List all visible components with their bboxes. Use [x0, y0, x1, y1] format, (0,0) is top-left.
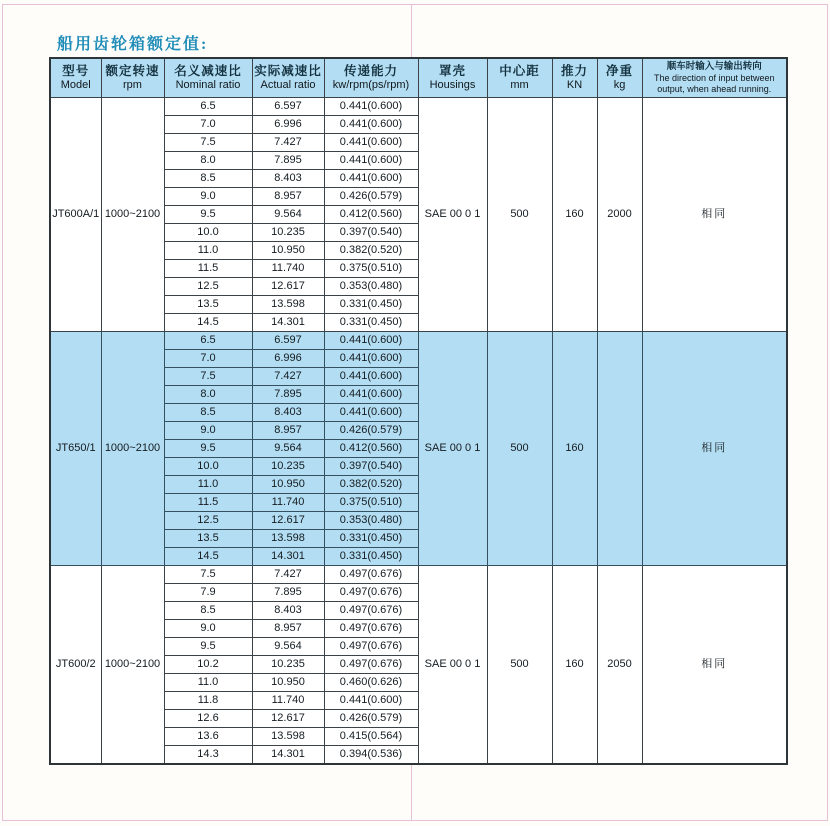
actual-ratio-cell: 8.957 — [252, 620, 324, 638]
nominal-ratio-cell: 7.0 — [164, 350, 252, 368]
capacity-cell: 0.426(0.579) — [324, 710, 418, 728]
guide-line-bottom — [2, 820, 828, 821]
actual-ratio-cell: 11.740 — [252, 494, 324, 512]
nominal-ratio-cell: 8.5 — [164, 404, 252, 422]
direction-cell: 相同 — [642, 98, 787, 332]
capacity-cell: 0.441(0.600) — [324, 386, 418, 404]
nominal-ratio-cell: 14.5 — [164, 548, 252, 566]
capacity-cell: 0.331(0.450) — [324, 296, 418, 314]
actual-ratio-cell: 13.598 — [252, 530, 324, 548]
actual-ratio-cell: 9.564 — [252, 206, 324, 224]
thrust-cell: 160 — [552, 332, 597, 566]
capacity-cell: 0.441(0.600) — [324, 116, 418, 134]
actual-ratio-cell: 7.427 — [252, 566, 324, 584]
header-direction — [642, 58, 787, 98]
actual-ratio-cell: 7.895 — [252, 386, 324, 404]
nominal-ratio-cell: 11.0 — [164, 476, 252, 494]
nominal-ratio-cell: 7.5 — [164, 368, 252, 386]
capacity-cell: 0.497(0.676) — [324, 656, 418, 674]
capacity-cell: 0.441(0.600) — [324, 98, 418, 116]
guide-line-left — [2, 4, 3, 821]
weight-cell: 2050 — [597, 566, 642, 765]
actual-ratio-cell: 7.427 — [252, 134, 324, 152]
header-weight — [597, 58, 642, 98]
direction-cell: 相同 — [642, 332, 787, 566]
model-cell: JT600/2 — [50, 566, 101, 765]
capacity-cell: 0.441(0.600) — [324, 692, 418, 710]
rpm-cell: 1000~2100 — [101, 332, 164, 566]
capacity-cell: 0.397(0.540) — [324, 458, 418, 476]
actual-ratio-cell: 11.740 — [252, 692, 324, 710]
actual-ratio-cell: 9.564 — [252, 440, 324, 458]
capacity-cell: 0.375(0.510) — [324, 494, 418, 512]
actual-ratio-cell: 13.598 — [252, 296, 324, 314]
nominal-ratio-cell: 8.5 — [164, 170, 252, 188]
capacity-cell: 0.397(0.540) — [324, 224, 418, 242]
capacity-cell: 0.382(0.520) — [324, 242, 418, 260]
capacity-cell: 0.441(0.600) — [324, 170, 418, 188]
center-distance-cell: 500 — [487, 332, 552, 566]
actual-ratio-cell: 14.301 — [252, 746, 324, 765]
nominal-ratio-cell: 11.5 — [164, 260, 252, 278]
capacity-cell: 0.412(0.560) — [324, 206, 418, 224]
header-nominal-ratio-zh: 名义减速比 — [174, 63, 242, 78]
actual-ratio-cell: 6.597 — [252, 332, 324, 350]
capacity-cell: 0.441(0.600) — [324, 134, 418, 152]
capacity-cell: 0.394(0.536) — [324, 746, 418, 765]
actual-ratio-cell: 10.235 — [252, 458, 324, 476]
actual-ratio-cell: 14.301 — [252, 314, 324, 332]
capacity-cell: 0.497(0.676) — [324, 602, 418, 620]
nominal-ratio-cell: 10.0 — [164, 458, 252, 476]
capacity-cell: 0.382(0.520) — [324, 476, 418, 494]
capacity-cell: 0.353(0.480) — [324, 512, 418, 530]
capacity-cell: 0.412(0.560) — [324, 440, 418, 458]
header-center-distance-en: mm — [510, 79, 529, 92]
actual-ratio-cell: 10.950 — [252, 476, 324, 494]
nominal-ratio-cell: 13.5 — [164, 296, 252, 314]
header-model-en: Model — [60, 79, 91, 92]
capacity-cell: 0.426(0.579) — [324, 422, 418, 440]
nominal-ratio-cell: 11.8 — [164, 692, 252, 710]
header-model — [50, 58, 101, 98]
capacity-cell: 0.426(0.579) — [324, 188, 418, 206]
header-capacity — [324, 58, 418, 98]
guide-line-right — [827, 4, 828, 821]
actual-ratio-cell: 8.957 — [252, 422, 324, 440]
header-actual-ratio-zh: 实际减速比 — [254, 63, 322, 78]
capacity-cell: 0.331(0.450) — [324, 530, 418, 548]
header-housings-en: Housings — [429, 79, 476, 92]
rpm-cell: 1000~2100 — [101, 566, 164, 765]
nominal-ratio-cell: 7.5 — [164, 566, 252, 584]
actual-ratio-cell: 8.403 — [252, 602, 324, 620]
housing-cell: SAE 00 0 1 — [418, 98, 487, 332]
capacity-cell: 0.331(0.450) — [324, 314, 418, 332]
actual-ratio-cell: 14.301 — [252, 548, 324, 566]
header-model-zh: 型号 — [62, 63, 90, 78]
header-direction-zh: 顺车时输入与输出转向 — [666, 61, 762, 72]
weight-cell: 2000 — [597, 98, 642, 332]
nominal-ratio-cell: 10.0 — [164, 224, 252, 242]
nominal-ratio-cell: 6.5 — [164, 98, 252, 116]
capacity-cell: 0.415(0.564) — [324, 728, 418, 746]
nominal-ratio-cell: 9.0 — [164, 620, 252, 638]
actual-ratio-cell: 6.996 — [252, 350, 324, 368]
actual-ratio-cell: 12.617 — [252, 512, 324, 530]
actual-ratio-cell: 11.740 — [252, 260, 324, 278]
center-distance-cell: 500 — [487, 98, 552, 332]
nominal-ratio-cell: 14.3 — [164, 746, 252, 765]
nominal-ratio-cell: 9.0 — [164, 188, 252, 206]
actual-ratio-cell: 6.996 — [252, 116, 324, 134]
header-center-distance-zh: 中心距 — [499, 63, 540, 78]
nominal-ratio-cell: 12.5 — [164, 512, 252, 530]
nominal-ratio-cell: 12.5 — [164, 278, 252, 296]
center-distance-cell: 500 — [487, 566, 552, 765]
nominal-ratio-cell: 8.5 — [164, 602, 252, 620]
actual-ratio-cell: 12.617 — [252, 278, 324, 296]
guide-line-top — [2, 4, 828, 5]
header-nominal-ratio-en: Nominal ratio — [175, 79, 241, 92]
nominal-ratio-cell: 10.2 — [164, 656, 252, 674]
header-weight-en: kg — [613, 79, 626, 92]
table-row — [50, 332, 787, 350]
nominal-ratio-cell: 13.5 — [164, 530, 252, 548]
nominal-ratio-cell: 8.0 — [164, 152, 252, 170]
nominal-ratio-cell: 9.5 — [164, 206, 252, 224]
table-row — [50, 98, 787, 116]
nominal-ratio-cell: 6.5 — [164, 332, 252, 350]
nominal-ratio-cell: 9.0 — [164, 422, 252, 440]
nominal-ratio-cell: 9.5 — [164, 440, 252, 458]
nominal-ratio-cell: 7.5 — [164, 134, 252, 152]
capacity-cell: 0.375(0.510) — [324, 260, 418, 278]
actual-ratio-cell: 8.957 — [252, 188, 324, 206]
header-housings — [418, 58, 487, 98]
actual-ratio-cell: 9.564 — [252, 638, 324, 656]
table-body — [50, 98, 787, 765]
actual-ratio-cell: 7.895 — [252, 152, 324, 170]
rpm-cell: 1000~2100 — [101, 98, 164, 332]
actual-ratio-cell: 10.235 — [252, 224, 324, 242]
capacity-cell: 0.441(0.600) — [324, 350, 418, 368]
actual-ratio-cell: 6.597 — [252, 98, 324, 116]
capacity-cell: 0.441(0.600) — [324, 332, 418, 350]
header-center-distance — [487, 58, 552, 98]
nominal-ratio-cell: 7.0 — [164, 116, 252, 134]
header-weight-zh: 净重 — [605, 63, 633, 78]
page-title: 船用齿轮箱额定值: — [57, 36, 209, 53]
nominal-ratio-cell: 14.5 — [164, 314, 252, 332]
actual-ratio-cell: 10.950 — [252, 242, 324, 260]
capacity-cell: 0.441(0.600) — [324, 368, 418, 386]
capacity-cell: 0.497(0.676) — [324, 584, 418, 602]
gearbox-ratings-table — [49, 57, 788, 765]
nominal-ratio-cell: 11.0 — [164, 242, 252, 260]
capacity-cell: 0.331(0.450) — [324, 548, 418, 566]
nominal-ratio-cell: 11.0 — [164, 674, 252, 692]
header-actual-ratio — [252, 58, 324, 98]
nominal-ratio-cell: 12.6 — [164, 710, 252, 728]
actual-ratio-cell: 7.895 — [252, 584, 324, 602]
thrust-cell: 160 — [552, 566, 597, 765]
header-nominal-ratio — [164, 58, 252, 98]
weight-cell — [597, 332, 642, 566]
actual-ratio-cell: 13.598 — [252, 728, 324, 746]
nominal-ratio-cell: 13.6 — [164, 728, 252, 746]
housing-cell: SAE 00 0 1 — [418, 566, 487, 765]
capacity-cell: 0.497(0.676) — [324, 566, 418, 584]
capacity-cell: 0.441(0.600) — [324, 404, 418, 422]
header-thrust — [552, 58, 597, 98]
header-housings-zh: 罩壳 — [438, 63, 466, 78]
header-rpm — [101, 58, 164, 98]
nominal-ratio-cell: 8.0 — [164, 386, 252, 404]
table-row — [50, 566, 787, 584]
nominal-ratio-cell: 11.5 — [164, 494, 252, 512]
header-thrust-en: KN — [566, 79, 583, 92]
header-capacity-en: kw/rpm(ps/rpm) — [332, 79, 410, 92]
nominal-ratio-cell: 9.5 — [164, 638, 252, 656]
actual-ratio-cell: 7.427 — [252, 368, 324, 386]
actual-ratio-cell: 10.235 — [252, 656, 324, 674]
capacity-cell: 0.460(0.626) — [324, 674, 418, 692]
header-rpm-zh: 额定转速 — [105, 63, 160, 78]
actual-ratio-cell: 12.617 — [252, 710, 324, 728]
header-capacity-zh: 传递能力 — [343, 63, 398, 78]
capacity-cell: 0.353(0.480) — [324, 278, 418, 296]
direction-cell: 相同 — [642, 566, 787, 765]
nominal-ratio-cell: 7.9 — [164, 584, 252, 602]
actual-ratio-cell: 8.403 — [252, 404, 324, 422]
capacity-cell: 0.497(0.676) — [324, 620, 418, 638]
actual-ratio-cell: 8.403 — [252, 170, 324, 188]
thrust-cell: 160 — [552, 98, 597, 332]
model-cell: JT600A/1 — [50, 98, 101, 332]
header-row — [50, 58, 787, 98]
housing-cell: SAE 00 0 1 — [418, 332, 487, 566]
header-thrust-zh: 推力 — [560, 63, 588, 78]
capacity-cell: 0.441(0.600) — [324, 152, 418, 170]
capacity-cell: 0.497(0.676) — [324, 638, 418, 656]
actual-ratio-cell: 10.950 — [252, 674, 324, 692]
model-cell: JT650/1 — [50, 332, 101, 566]
table-header — [50, 58, 787, 98]
header-rpm-en: rpm — [123, 79, 142, 92]
header-actual-ratio-en: Actual ratio — [260, 79, 316, 92]
header-direction-en: The direction of input between output, when ahead running. — [653, 73, 775, 94]
